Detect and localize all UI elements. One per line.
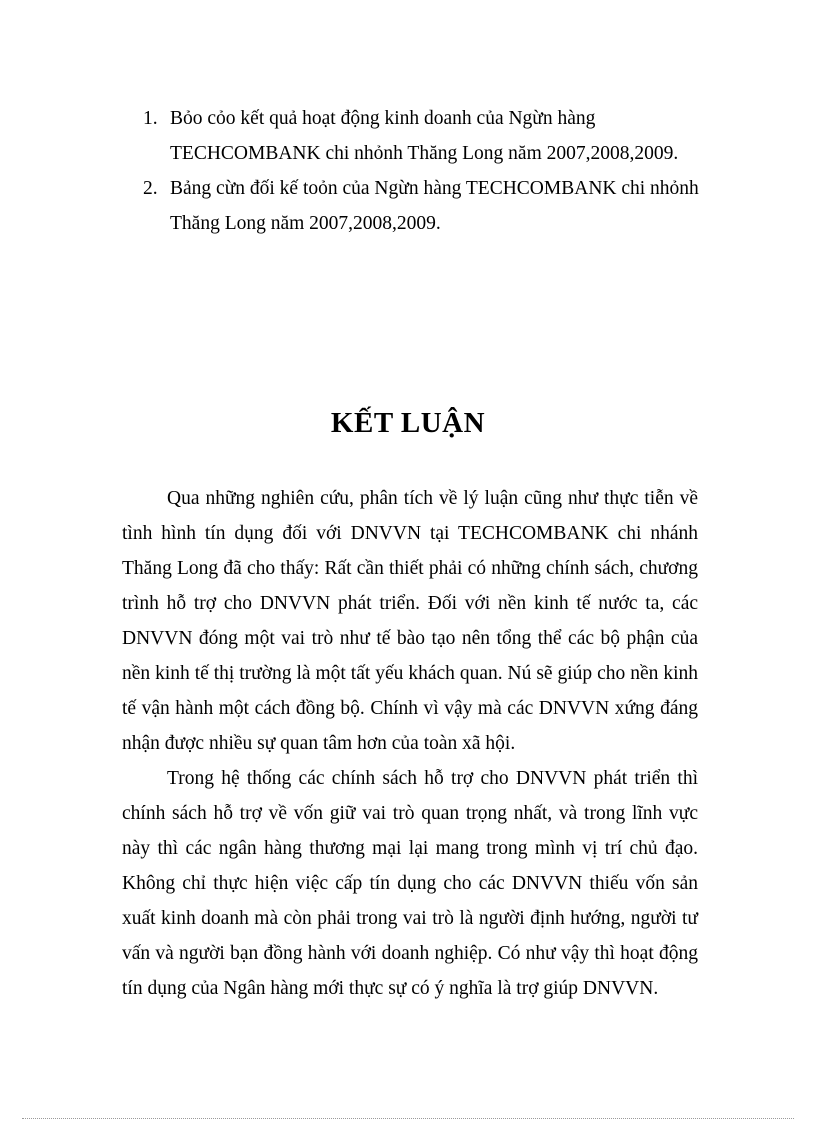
list-item-text: Bỏo cỏo kết quả hoạt động kinh doanh của Ngừn hàng TECHCOMBANK chi nhỏnh Thăng Long năm 2007,2008,2009. (170, 108, 679, 164)
conclusion-title: KẾT LUẬN (330, 407, 486, 440)
appendix-list (143, 101, 703, 241)
list-item (143, 101, 703, 171)
list-item-number: 2. (143, 178, 158, 199)
list-item-text: Bảng cừn đối kế toỏn của Ngừn hàng TECHCOMBANK chi nhỏnh Thăng Long năm 2007,2008,2009. (170, 178, 699, 234)
paragraph: Trong hệ thống các chính sách hỗ trợ cho DNVVN phát triển thì chính sách hỗ trợ về vốn giữ vai trò quan trọng nhất, và trong lĩnh vực này thì các ngân hàng thương mại lại mang trong mình vị trí chủ đạo. Không chỉ thực hiện việc cấp tín dụng cho các DNVVN thiếu vốn sản xuất kinh doanh mà còn phải trong vai trò là người định hướng, người tư vấn và người bạn đồng hành với doanh nghiệp. Có như vậy thì hoạt động tín dụng của Ngân hàng mới thực sự có ý nghĩa là trợ giúp DNVVN. (122, 768, 698, 999)
footer-divider (22, 1118, 794, 1119)
list-item-number: 1. (143, 108, 158, 129)
paragraph: Qua những nghiên cứu, phân tích về lý luận cũng như thực tiễn về tình hình tín dụng đối với DNVVN tại TECHCOMBANK chi nhánh Thăng Long đã cho thấy: Rất cần thiết phải có những chính sách, chương trình hỗ trợ cho DNVVN phát triển. Đối với nền kinh tế nước ta, các DNVVN đóng một vai trò như tế bào tạo nên tổng thể các bộ phận của nền kinh tế thị trường là một tất yếu khách quan. Nú sẽ giúp cho nền kinh tế vận hành một cách đồng bộ. Chính vì vậy mà các DNVVN xứng đáng nhận được nhiều sự quan tâm hơn của toàn xã hội. (122, 488, 698, 754)
conclusion-body (122, 481, 698, 1006)
list-item (143, 171, 703, 241)
